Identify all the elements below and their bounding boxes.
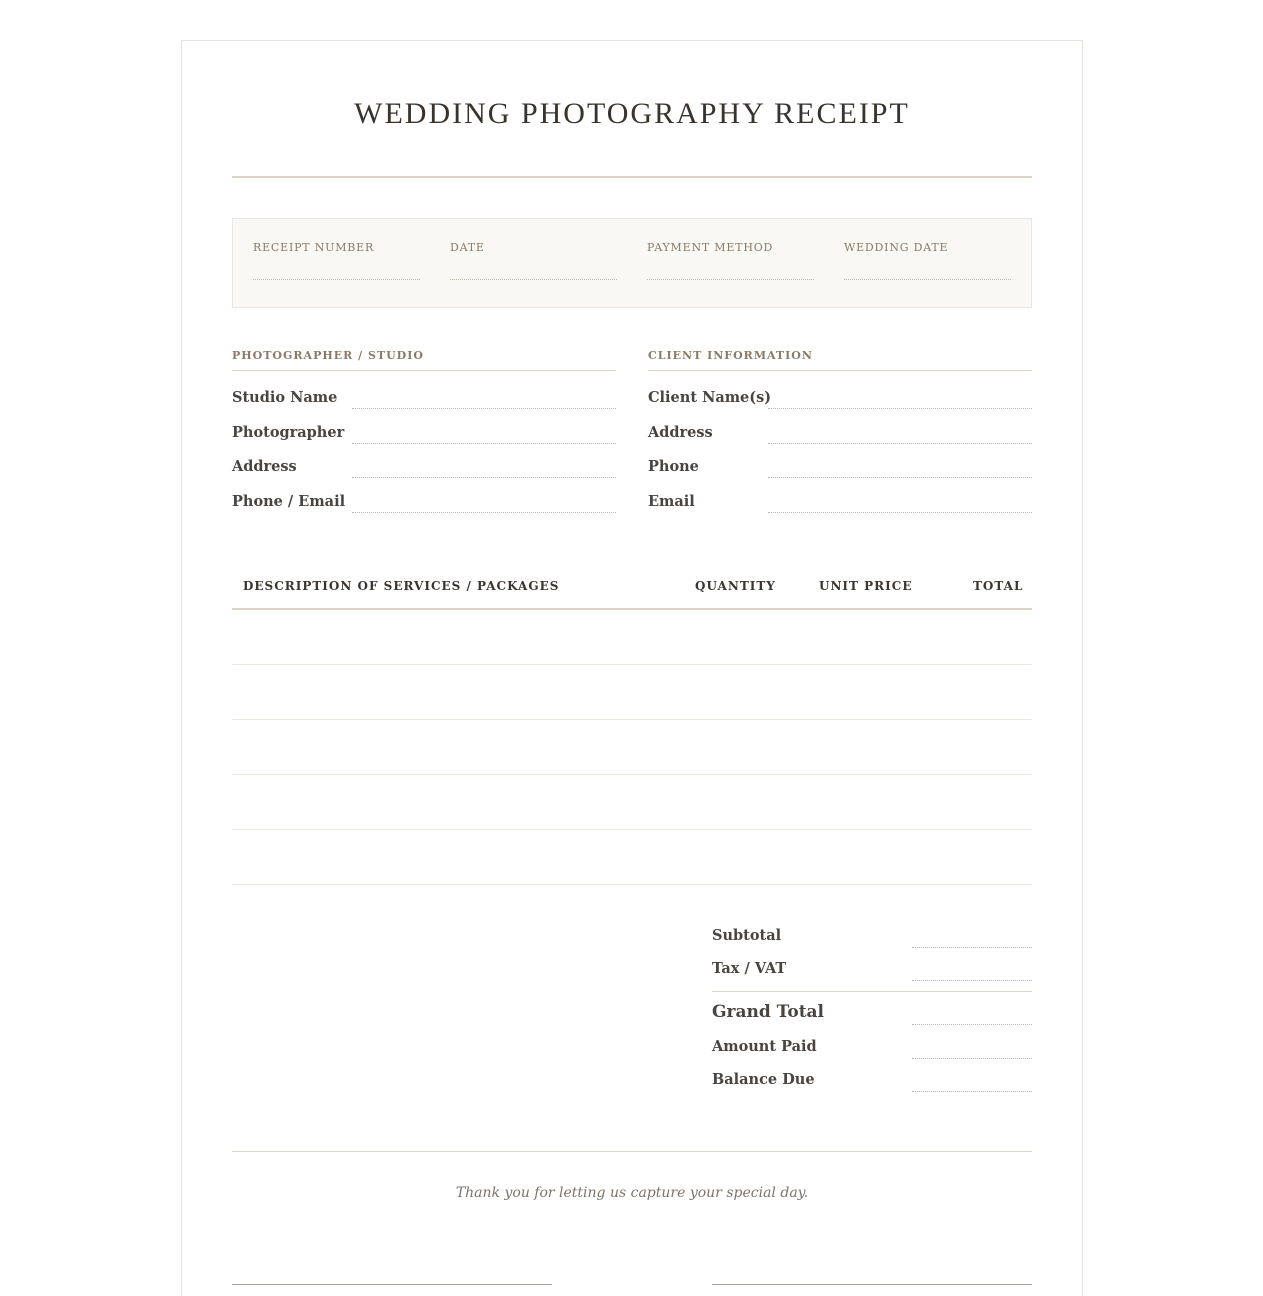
thank-you-note: Thank you for letting us capture your special day.: [455, 1185, 809, 1201]
table-row[interactable]: [232, 775, 1032, 830]
balance-due-line: [912, 1091, 1032, 1092]
client-phone-label: Phone: [648, 458, 699, 475]
title-divider: [232, 176, 1032, 178]
client-phone-row[interactable]: [648, 440, 1032, 475]
date-line: [450, 279, 617, 280]
receipt-number-field[interactable]: [253, 241, 420, 280]
studio-address-label: Address: [232, 458, 297, 475]
photographer-row[interactable]: [232, 406, 616, 441]
table-row[interactable]: [232, 610, 1032, 665]
grand-total-label: Grand Total: [712, 1002, 825, 1022]
client-email-row[interactable]: [648, 475, 1032, 510]
receipt-sheet: [181, 40, 1083, 1296]
date-label: DATE: [450, 241, 485, 254]
tax-label: Tax / VAT: [712, 960, 787, 977]
amount-paid-label: Amount Paid: [712, 1038, 817, 1055]
table-row[interactable]: [232, 720, 1032, 775]
amount-paid-line: [912, 1058, 1032, 1059]
table-row[interactable]: [232, 665, 1032, 720]
services-table: [232, 577, 1032, 885]
studio-address-row[interactable]: [232, 440, 616, 475]
client-name-label: Client Name(s): [648, 389, 772, 406]
receipt-number-line: [253, 279, 420, 280]
payment-method-label: PAYMENT METHOD: [647, 241, 774, 254]
wedding-date-field[interactable]: [844, 241, 1011, 280]
grand-total-line: [912, 1024, 1032, 1025]
tax-row[interactable]: [712, 954, 1032, 987]
signature-line-right[interactable]: [712, 1284, 1032, 1285]
totals-section: [712, 921, 1032, 1098]
client-heading: CLIENT INFORMATION: [648, 349, 1032, 371]
wedding-date-label: WEDDING DATE: [844, 241, 949, 254]
photographer-heading: PHOTOGRAPHER / STUDIO: [232, 349, 616, 371]
amount-paid-row[interactable]: [712, 1032, 1032, 1065]
totals-divider: [712, 991, 1032, 992]
receipt-meta-box: [232, 218, 1032, 308]
balance-due-row[interactable]: [712, 1065, 1032, 1098]
tax-line: [912, 980, 1032, 981]
studio-contact-line: [352, 512, 616, 513]
signature-line-left[interactable]: [232, 1284, 552, 1285]
studio-name-row[interactable]: [232, 371, 616, 406]
client-email-line: [768, 512, 1032, 513]
client-section: [648, 349, 1032, 509]
client-name-row[interactable]: [648, 371, 1032, 406]
client-email-label: Email: [648, 492, 695, 510]
description-column-header: DESCRIPTION OF SERVICES / PACKAGES: [243, 579, 560, 593]
payment-method-line: [647, 279, 814, 280]
studio-name-label: Studio Name: [232, 389, 338, 406]
studio-contact-row[interactable]: [232, 475, 616, 510]
subtotal-line: [912, 947, 1032, 948]
studio-contact-label: Phone / Email: [232, 492, 346, 510]
payment-method-field[interactable]: [647, 241, 814, 280]
photographer-label: Photographer: [232, 423, 345, 441]
table-row[interactable]: [232, 830, 1032, 885]
services-table-header: [232, 577, 1032, 610]
subtotal-label: Subtotal: [712, 927, 782, 944]
document-title: WEDDING PHOTOGRAPHY RECEIPT: [354, 97, 910, 130]
footer-divider: [232, 1151, 1032, 1152]
unit-price-column-header: UNIT PRICE: [819, 579, 913, 593]
client-address-label: Address: [648, 423, 713, 441]
total-column-header: TOTAL: [973, 579, 1024, 593]
grand-total-row[interactable]: [712, 998, 1032, 1032]
wedding-date-line: [844, 279, 1011, 280]
client-address-row[interactable]: [648, 406, 1032, 441]
balance-due-label: Balance Due: [712, 1071, 815, 1088]
receipt-number-label: RECEIPT NUMBER: [253, 241, 375, 254]
date-field[interactable]: [450, 241, 617, 280]
quantity-column-header: QUANTITY: [695, 579, 776, 593]
subtotal-row[interactable]: [712, 921, 1032, 954]
photographer-section: [232, 349, 616, 509]
